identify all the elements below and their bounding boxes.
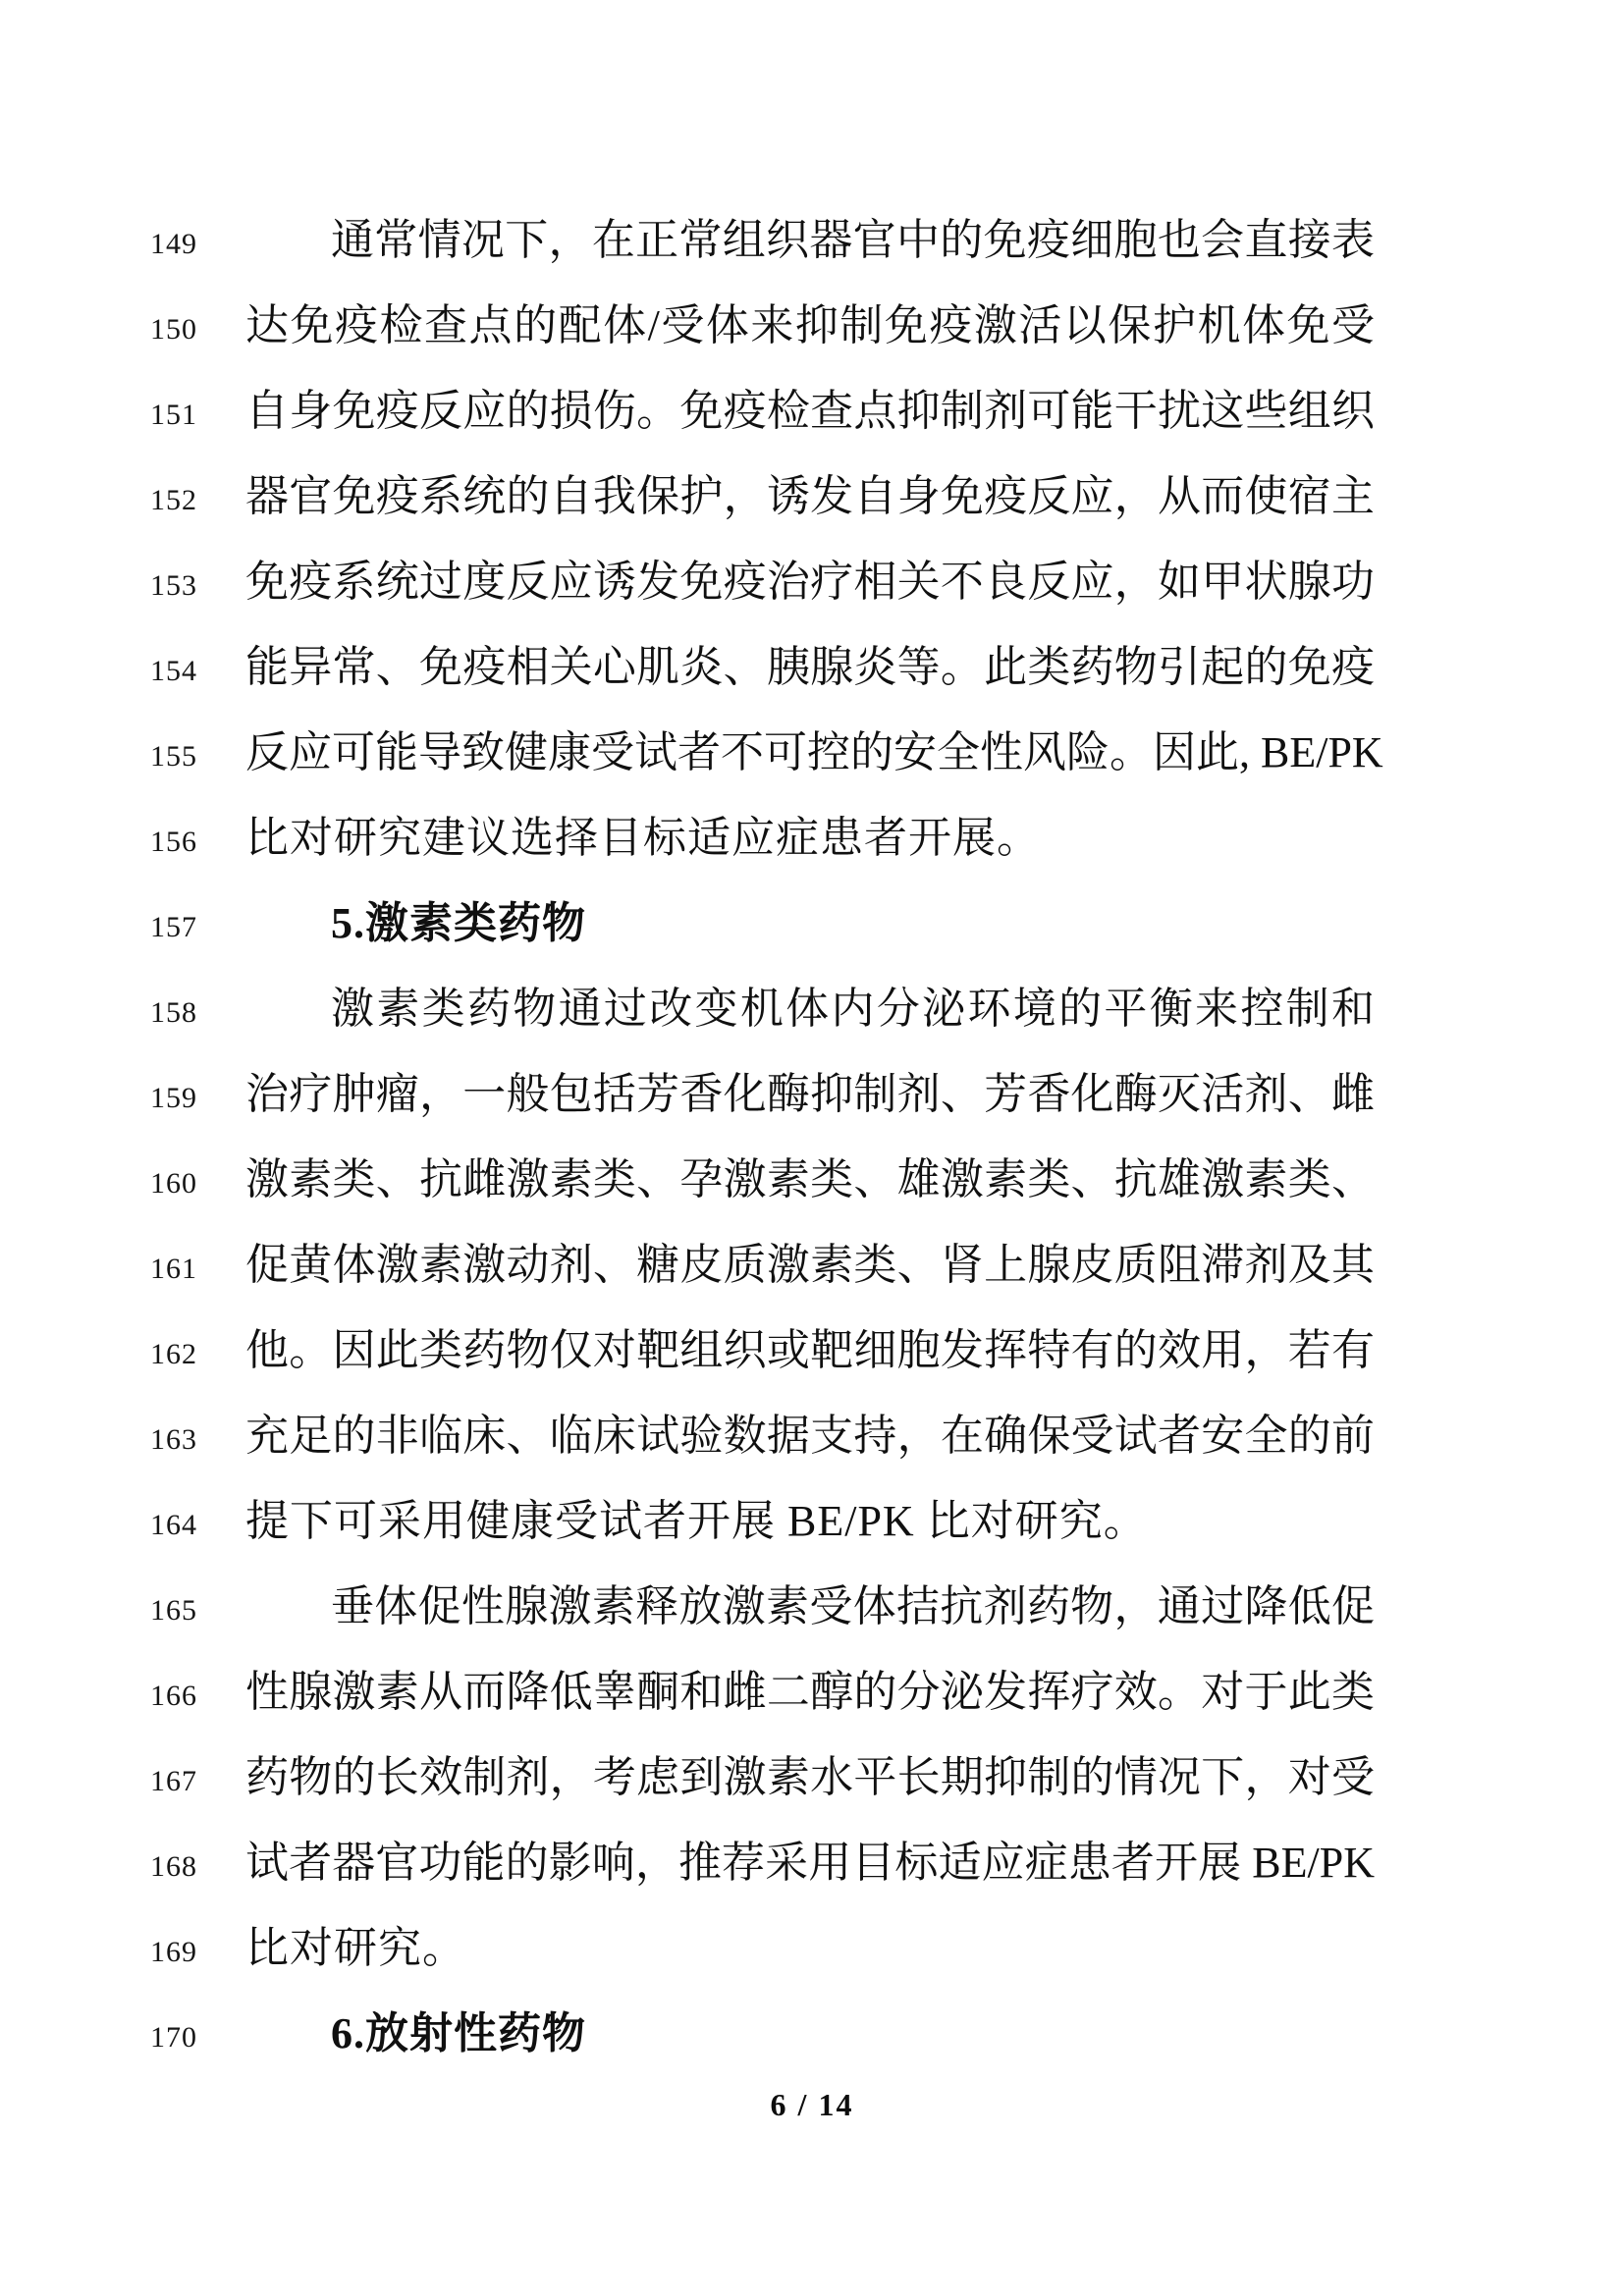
line-number: 165 bbox=[150, 1593, 197, 1627]
line-number: 162 bbox=[150, 1337, 197, 1370]
document-line bbox=[0, 1735, 1624, 1820]
document-line bbox=[0, 624, 1624, 710]
line-number: 149 bbox=[150, 227, 197, 260]
document-line bbox=[0, 1393, 1624, 1478]
document-lines bbox=[0, 197, 1624, 2076]
line-text: 垂体促性腺激素释放激素受体拮抗剂药物，通过降低促 bbox=[331, 1582, 1375, 1630]
line-text: 提下可采用健康受试者开展 BE/PK 比对研究。 bbox=[245, 1497, 1148, 1545]
document-line bbox=[0, 1820, 1624, 1905]
section-heading: 6.放射性药物 bbox=[331, 2009, 586, 2057]
line-number: 156 bbox=[150, 825, 197, 858]
line-text: 通常情况下，在正常组织器官中的免疫细胞也会直接表 bbox=[331, 216, 1375, 264]
line-text: 促黄体激素激动剂、糖皮质激素类、肾上腺皮质阻滞剂及其 bbox=[245, 1241, 1375, 1289]
line-text: 治疗肿瘤，一般包括芳香化酶抑制剂、芳香化酶灭活剂、雌 bbox=[245, 1070, 1375, 1118]
line-number: 159 bbox=[150, 1081, 197, 1114]
line-number: 166 bbox=[150, 1679, 197, 1712]
page-number: 6 / 14 bbox=[770, 2087, 854, 2122]
line-text: 激素类药物通过改变机体内分泌环境的平衡来控制和 bbox=[331, 985, 1375, 1033]
line-text: 反应可能导致健康受试者不可控的安全性风险。因此, BE/PK bbox=[245, 728, 1383, 776]
document-line bbox=[0, 1905, 1624, 1991]
line-number: 158 bbox=[150, 995, 197, 1029]
line-number: 164 bbox=[150, 1508, 197, 1541]
document-line bbox=[0, 1222, 1624, 1308]
line-text: 比对研究。 bbox=[245, 1924, 466, 1972]
line-number: 151 bbox=[150, 398, 197, 431]
line-number: 155 bbox=[150, 739, 197, 773]
document-line bbox=[0, 1991, 1624, 2076]
line-text: 性腺激素从而降低睾酮和雌二醇的分泌发挥疗效。对于此类 bbox=[245, 1668, 1375, 1716]
document-line bbox=[0, 1564, 1624, 1649]
document-line bbox=[0, 1051, 1624, 1137]
section-heading: 5.激素类药物 bbox=[331, 899, 586, 947]
document-line bbox=[0, 1137, 1624, 1222]
line-text: 充足的非临床、临床试验数据支持，在确保受试者安全的前 bbox=[245, 1412, 1375, 1460]
line-text: 达免疫检查点的配体/受体来抑制免疫激活以保护机体免受 bbox=[245, 301, 1375, 349]
document-line bbox=[0, 966, 1624, 1051]
line-number: 163 bbox=[150, 1422, 197, 1456]
document-line bbox=[0, 539, 1624, 624]
line-number: 150 bbox=[150, 312, 197, 346]
document-line bbox=[0, 283, 1624, 368]
line-text: 自身免疫反应的损伤。免疫检查点抑制剂可能干扰这些组织 bbox=[245, 387, 1375, 435]
line-text: 能异常、免疫相关心肌炎、胰腺炎等。此类药物引起的免疫 bbox=[245, 643, 1375, 691]
document-line bbox=[0, 454, 1624, 539]
line-text: 比对研究建议选择目标适应症患者开展。 bbox=[245, 814, 1041, 862]
line-number: 154 bbox=[150, 654, 197, 687]
document-line bbox=[0, 197, 1624, 283]
document-line bbox=[0, 1478, 1624, 1564]
line-number: 161 bbox=[150, 1252, 197, 1285]
document-line bbox=[0, 1649, 1624, 1735]
line-text: 药物的长效制剂，考虑到激素水平长期抑制的情况下，对受 bbox=[245, 1753, 1375, 1801]
document-line bbox=[0, 710, 1624, 795]
line-number: 167 bbox=[150, 1764, 197, 1797]
document-line bbox=[0, 795, 1624, 881]
document-line bbox=[0, 881, 1624, 966]
line-number: 153 bbox=[150, 568, 197, 602]
line-number: 152 bbox=[150, 483, 197, 516]
document-line bbox=[0, 368, 1624, 454]
line-number: 157 bbox=[150, 910, 197, 943]
line-text: 器官免疫系统的自我保护，诱发自身免疫反应，从而使宿主 bbox=[245, 472, 1375, 520]
line-number: 170 bbox=[150, 2020, 197, 2054]
line-number: 168 bbox=[150, 1849, 197, 1883]
line-number: 169 bbox=[150, 1935, 197, 1968]
line-text: 试者器官功能的影响，推荐采用目标适应症患者开展 BE/PK bbox=[245, 1839, 1375, 1887]
document-line bbox=[0, 1308, 1624, 1393]
line-number: 160 bbox=[150, 1166, 197, 1200]
line-text: 免疫系统过度反应诱发免疫治疗相关不良反应，如甲状腺功 bbox=[245, 558, 1375, 606]
line-text: 他。因此类药物仅对靶组织或靶细胞发挥特有的效用，若有 bbox=[245, 1326, 1375, 1374]
line-text: 激素类、抗雌激素类、孕激素类、雄激素类、抗雄激素类、 bbox=[245, 1155, 1375, 1203]
